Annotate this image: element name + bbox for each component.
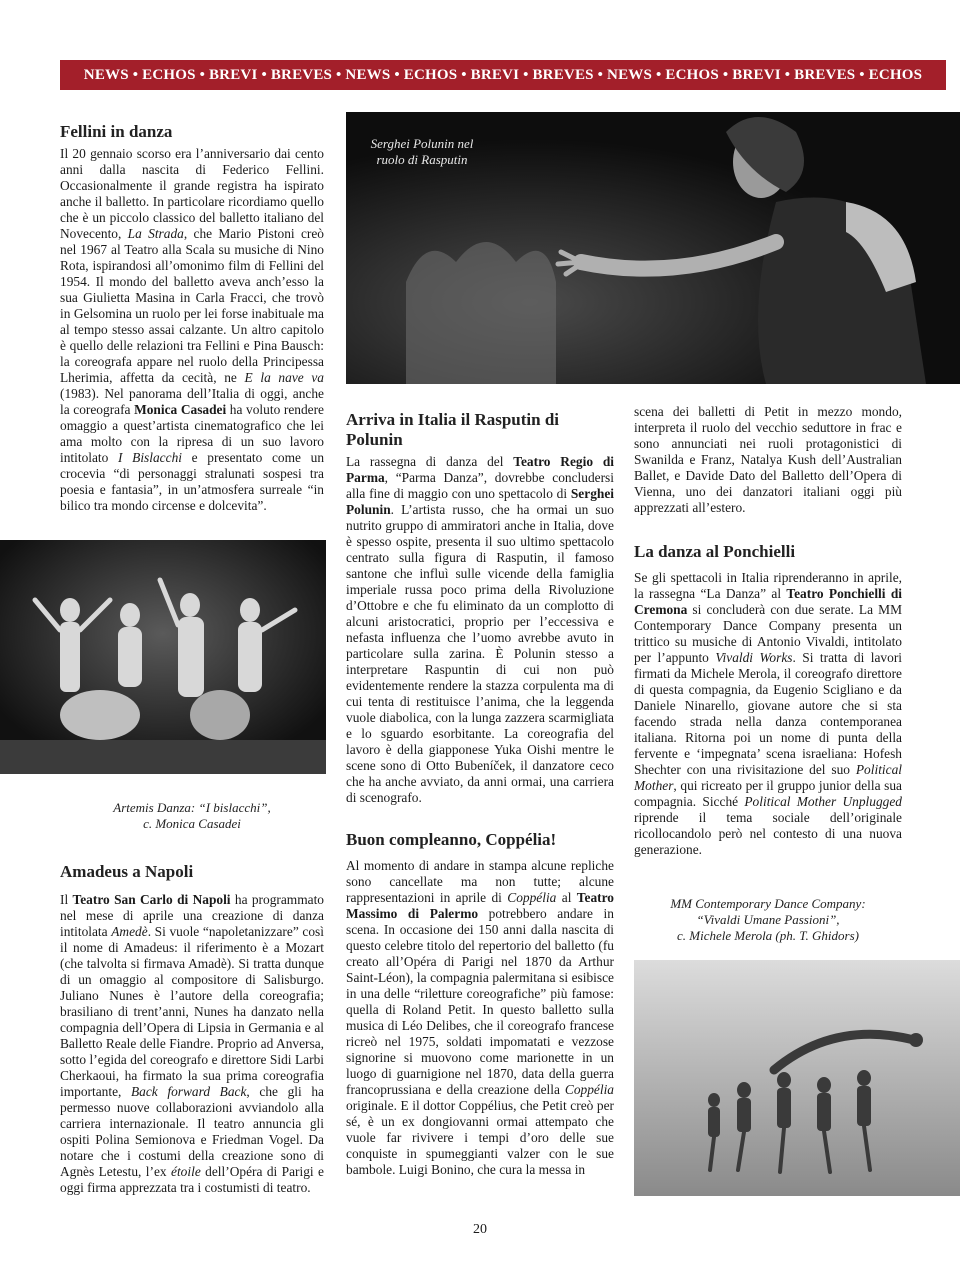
body-amadeus: Il Teatro San Carlo di Napoli ha programmato nel mese di aprile una creazione di danza intitolata Amedè. Si vuole “napoletanizzare” così il nome di Amadeus: il riferimento è a Mozart (che talvolta si firmava Amadè). Si tratta dunque di un omaggio al compositore di Salisburgo. Juliano Nunes è l’autore della coreografia; brasiliano di trent’anni, Nunes ha danzato nella compagnia dell’Opera di Lipsia in Germania e al Balletto Reale delle Fiandre. Proprio ad Anversa, sotto l’egida del coreografo e direttore Sidi Larbi Cherkaoui, ha firmato la sua prima coreografia importante, Back forward Back, che gli ha permesso nuove collaborazioni avviandolo alla carriera internazionale. Il teatro annuncia gli ospiti Polina Semionova e Friedman Vogel. Da notare che i costumi della creazione sono di Agnès Letestu, l’ex étoile dell’Opéra di Parigi e oggi firma apprezzata tra i costumisti di teatro.	[60, 892, 324, 1195]
article-amadeus	[60, 862, 324, 1196]
article-fellini	[60, 122, 324, 514]
headline-fellini: Fellini in danza	[60, 122, 173, 141]
article-rasputin	[346, 410, 614, 806]
article-ponchielli	[634, 542, 902, 858]
page-number: 20	[473, 1222, 487, 1237]
photo-bislacchi	[0, 540, 326, 774]
body-rasputin: La rassegna di danza del Teatro Regio di Parma, “Parma Danza”, dovrebbe concludersi alla fine di maggio con uno spettacolo di Serghei Polunin. L’artista russo, che ha ormai un suo nutrito gruppo di ammiratori anche in Italia, dove è spesso ospite, presenta il suo ultimo spettacolo centrato sulla figura di Rasputin, il famoso santone che influì sulle vicende della famiglia imperiale russa poco prima della Rivoluzione d’Ottobre e che fu eliminato da un complotto di alcuni aristocratici, proprio per l’eccessiva e nefasta influenza che l’uomo avrebbe avuto in particolare sulla zarina. È Polunin stesso a interpretare Raspuntin di cui non può evidentemente rendere la stazza corpulenta ma di cui tenta di restituisce l’anima, che la leggenda vuole diabolica, con la lunga zazzera scarmigliata e lo sguardo esorbitante. La coreografia del lavoro è della giapponese Yuka Oishi mentre le scene sono di Otto Bubeníček, il danzatore ceco che ha anche avviato, da anni ormai, una carriera di scenografo.	[346, 454, 614, 805]
section-banner: NEWS • ECHOS • BREVI • BREVES • NEWS • ECHOS • BREVI • BREVES • NEWS • ECHOS • BREVI • BREVES • ECHOS	[60, 60, 946, 90]
headline-rasputin: Arriva in Italia il Rasputin di Polunin	[346, 410, 560, 449]
photo-vivaldi	[634, 960, 960, 1196]
caption-bislacchi: Artemis Danza: “I bislacchi”, c. Monica Casadei	[113, 800, 271, 831]
headline-amadeus: Amadeus a Napoli	[60, 862, 194, 881]
body-ponchielli: Se gli spettacoli in Italia riprenderanno in aprile, la rassegna “La Danza” al Teatro Ponchielli di Cremona si concluderà con due serate. La MM Contemporary Dance Company presenta un trittico su musiche di Antonio Vivaldi, intitolato per l’appunto Vivaldi Works. Si tratta di lavori firmati da Michele Merola, il coreografo direttore di questa compagnia, da Eugenio Scigliano e da Daniele Ninarello, giovane autore che si sta facendo strada nella danza contemporanea italiana. Ritorna poi un nome di punta della fervente e ‘impegnata’ scena israeliana: Hofesh Shechter con una rivisitazione del suo Political Mother, qui ricreato per il gruppo junior della sua compagnia. Sicché Political Mother Unplugged riprende il tema sociale dell’originale ricollocandolo però nel contesto di una nuova generazione.	[634, 570, 903, 857]
headline-ponchielli: La danza al Ponchielli	[634, 542, 796, 561]
body-fellini: Il 20 gennaio scorso era l’anniversario dai cento anni dalla nascita di Federico Fellini. Occasionalmente il grande registra ha ispirato anche il balletto. In particolare ricordiamo quello che è un piccolo classico del balletto italiano del Novecento, La Strada, che Mario Pistoni creò nel 1967 al Teatro alla Scala su musiche di Nino Rota, ispirandosi all’omonimo film di Fellini del 1954. Il mondo del balletto aveva anch’esso la sua Giulietta Masina in Carla Fracci, che trovò in Gelsomina un ruolo per lei forse inabituale ma al tempo stesso assai calzante. Un altro capitolo è quello delle relazioni tra Fellini e Pina Bausch: la coreografa appare nel ruolo della Principessa Lherimia, affetta da cecità, ne E la nave va (1983). Nel panorama dell’Italia di oggi, anche la coreografa Monica Casadei ha voluto rendere omaggio a quest’artista cinematografico che lei ama molto con la ripresa di un suo lavoro intitolato I Bislacchi e presentato come un crocevia “di personaggi stralunati sospesi tra poesia e fantasia”, in un’atmosfera surreale “in bilico tra mondo circense e dolcevita”.	[60, 146, 325, 513]
headline-coppelia: Buon compleanno, Coppélia!	[346, 830, 557, 849]
body-coppelia: Al momento di andare in stampa alcune repliche sono cancellate ma non tutte; alcune rappresentazioni in aprile di Coppélia al Teatro Massimo di Palermo potrebbero andare in scena. In occasione dei 150 anni dalla nascita di questo celebre titolo del repertorio del balletto (fu creato all’Opéra di Parigi nel 1870 da Arthur Saint-Léon), la compagnia palermitana si esibisce in una delle “riletture coreografiche” più famose: quella di Roland Petit. In questo balletto sulla musica di Léo Delibes, che il coreografo francese ricreò nel 1975, soldati impomatati e vezzose signorine si muovono come marionette in un luogo di guarnigione nel 1870, data della guerra francoprussiana e della creazione della Coppélia originale. E il dottor Coppélius, che Petit creò per sé, è un ex dongiovanni ormai attempato che vuole far rivivere i tempi d’oro delle sue conquiste in spumeggianti valzer con le sue bambole. Luigi Bonino, che cura la messa in	[346, 858, 614, 1177]
body-coppelia-continued: scena dei balletti di Petit in mezzo mondo, interpreta il ruolo del vecchio seduttore in frac e sono annunciati nei ruoli protagonistici di Swanilda e Franz, Natalya Kush dell’Australian Ballet, e Davide Dato del Balletto dell’Opera di Vienna, uno dei danzatori italiani oggi più apprezzati all’estero.	[634, 404, 902, 515]
caption-polunin: Serghei Polunin nel ruolo di Rasputin	[370, 136, 474, 167]
article-coppelia	[346, 830, 614, 1178]
article-coppelia-continued	[634, 404, 902, 516]
caption-mm-company: MM Contemporary Dance Company: “Vivaldi Umane Passioni”, c. Michele Merola (ph. T. Ghidors)	[670, 896, 866, 943]
